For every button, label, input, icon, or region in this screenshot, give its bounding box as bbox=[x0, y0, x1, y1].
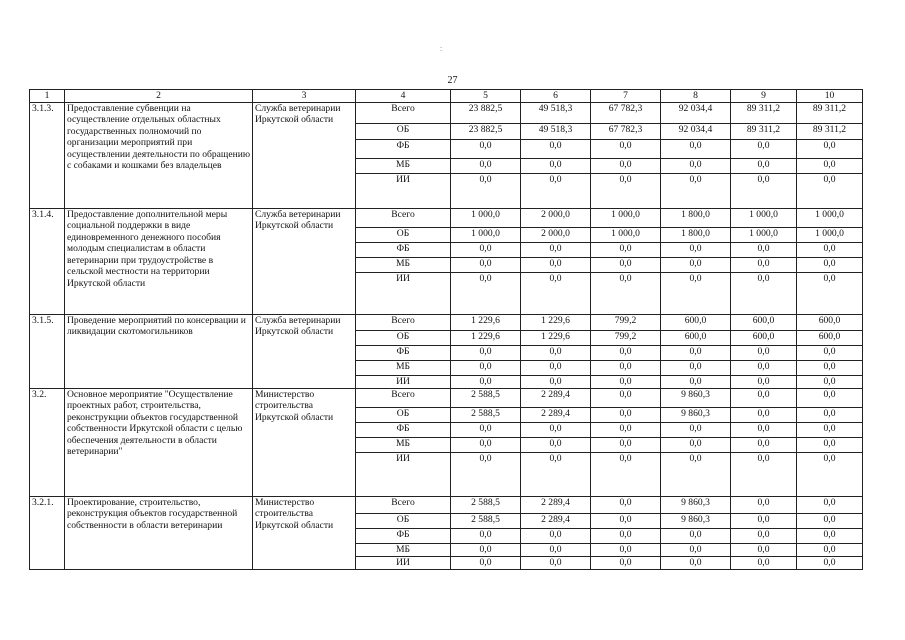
value-cell: 600,0 bbox=[797, 330, 863, 345]
value-cell: 0,0 bbox=[797, 139, 863, 158]
funding-source: МБ bbox=[356, 257, 451, 272]
value-cell: 0,0 bbox=[521, 452, 591, 496]
value-cell: 600,0 bbox=[731, 314, 797, 330]
value-cell: 0,0 bbox=[451, 360, 521, 375]
header-cell: 9 bbox=[731, 90, 797, 103]
header-cell: 1 bbox=[30, 90, 65, 103]
value-cell: 0,0 bbox=[521, 139, 591, 158]
value-cell: 0,0 bbox=[797, 437, 863, 452]
value-cell: 2 289,4 bbox=[521, 513, 591, 528]
value-cell: 0,0 bbox=[661, 158, 731, 173]
funding-source: ОБ bbox=[356, 123, 451, 139]
value-cell: 89 311,2 bbox=[797, 102, 863, 123]
value-cell: 0,0 bbox=[451, 242, 521, 257]
value-cell: 2 588,5 bbox=[451, 496, 521, 513]
section-number: 3.2. bbox=[30, 388, 65, 496]
value-cell: 0,0 bbox=[521, 242, 591, 257]
value-cell: 0,0 bbox=[591, 513, 661, 528]
value-cell: 0,0 bbox=[521, 173, 591, 208]
value-cell: 2 000,0 bbox=[521, 227, 591, 242]
value-cell: 92 034,4 bbox=[661, 102, 731, 123]
value-cell: 0,0 bbox=[731, 345, 797, 360]
funding-source: ФБ bbox=[356, 242, 451, 257]
funding-source: ФБ bbox=[356, 345, 451, 360]
funding-source: ИИ bbox=[356, 173, 451, 208]
value-cell: 0,0 bbox=[591, 242, 661, 257]
funding-source: Всего bbox=[356, 102, 451, 123]
value-cell: 1 229,6 bbox=[451, 314, 521, 330]
value-cell: 0,0 bbox=[451, 272, 521, 314]
funding-source: Всего bbox=[356, 208, 451, 227]
section-number: 3.1.5. bbox=[30, 314, 65, 388]
value-cell: 0,0 bbox=[661, 452, 731, 496]
value-cell: 0,0 bbox=[797, 407, 863, 422]
value-cell: 0,0 bbox=[451, 543, 521, 556]
funding-source: Всего bbox=[356, 314, 451, 330]
value-cell: 67 782,3 bbox=[591, 123, 661, 139]
value-cell: 0,0 bbox=[661, 375, 731, 388]
value-cell: 0,0 bbox=[521, 158, 591, 173]
funding-source: ИИ bbox=[356, 375, 451, 388]
value-cell: 9 860,3 bbox=[661, 388, 731, 407]
table-row bbox=[30, 102, 863, 123]
value-cell: 0,0 bbox=[797, 375, 863, 388]
value-cell: 0,0 bbox=[451, 257, 521, 272]
value-cell: 1 000,0 bbox=[451, 208, 521, 227]
section-executor: Служба ветеринарии Иркутской области bbox=[253, 102, 356, 208]
funding-source: ИИ bbox=[356, 556, 451, 569]
section-executor: Служба ветеринарии Иркутской области bbox=[253, 208, 356, 314]
value-cell: 0,0 bbox=[521, 437, 591, 452]
value-cell: 0,0 bbox=[731, 375, 797, 388]
value-cell: 2 289,4 bbox=[521, 407, 591, 422]
header-cell: 3 bbox=[253, 90, 356, 103]
value-cell: 0,0 bbox=[797, 528, 863, 543]
value-cell: 0,0 bbox=[591, 257, 661, 272]
header-cell: 8 bbox=[661, 90, 731, 103]
value-cell: 0,0 bbox=[797, 496, 863, 513]
value-cell: 0,0 bbox=[591, 437, 661, 452]
value-cell: 0,0 bbox=[731, 556, 797, 569]
funding-source: Всего bbox=[356, 388, 451, 407]
value-cell: 89 311,2 bbox=[731, 102, 797, 123]
value-cell: 0,0 bbox=[797, 242, 863, 257]
value-cell: 0,0 bbox=[591, 158, 661, 173]
funding-source: Всего bbox=[356, 496, 451, 513]
value-cell: 49 518,3 bbox=[521, 123, 591, 139]
value-cell: 2 588,5 bbox=[451, 513, 521, 528]
value-cell: 0,0 bbox=[451, 158, 521, 173]
value-cell: 0,0 bbox=[591, 388, 661, 407]
value-cell: 600,0 bbox=[661, 330, 731, 345]
table-row bbox=[30, 388, 863, 407]
value-cell: 0,0 bbox=[731, 139, 797, 158]
value-cell: 1 229,6 bbox=[451, 330, 521, 345]
funding-source: ОБ bbox=[356, 227, 451, 242]
value-cell: 0,0 bbox=[731, 272, 797, 314]
value-cell: 0,0 bbox=[731, 513, 797, 528]
value-cell: 0,0 bbox=[591, 543, 661, 556]
value-cell: 1 000,0 bbox=[731, 227, 797, 242]
header-cell: 7 bbox=[591, 90, 661, 103]
value-cell: 67 782,3 bbox=[591, 102, 661, 123]
table-row bbox=[30, 314, 863, 330]
value-cell: 23 882,5 bbox=[451, 123, 521, 139]
value-cell: 0,0 bbox=[591, 556, 661, 569]
value-cell: 1 000,0 bbox=[591, 208, 661, 227]
value-cell: 0,0 bbox=[731, 543, 797, 556]
section-name: Предоставление дополнительной меры социальной поддержки в виде единовременного денежного пособия молодым специалистам в области ветеринарии при трудоустройстве в сельской местности на территории Иркутской области bbox=[65, 208, 253, 314]
value-cell: 0,0 bbox=[451, 437, 521, 452]
value-cell: 0,0 bbox=[521, 360, 591, 375]
value-cell: 0,0 bbox=[797, 388, 863, 407]
value-cell: 23 882,5 bbox=[451, 102, 521, 123]
value-cell: 1 229,6 bbox=[521, 314, 591, 330]
section-number: 3.2.1. bbox=[30, 496, 65, 569]
value-cell: 0,0 bbox=[797, 452, 863, 496]
value-cell: 0,0 bbox=[451, 173, 521, 208]
value-cell: 2 000,0 bbox=[521, 208, 591, 227]
value-cell: 0,0 bbox=[661, 345, 731, 360]
section-name: Проведение мероприятий по консервации и ликвидации скотомогильников bbox=[65, 314, 253, 388]
value-cell: 0,0 bbox=[731, 422, 797, 437]
value-cell: 1 000,0 bbox=[797, 227, 863, 242]
value-cell: 0,0 bbox=[661, 272, 731, 314]
value-cell: 0,0 bbox=[731, 528, 797, 543]
header-row bbox=[30, 90, 863, 103]
value-cell: 1 000,0 bbox=[731, 208, 797, 227]
value-cell: 0,0 bbox=[797, 543, 863, 556]
value-cell: 0,0 bbox=[797, 556, 863, 569]
table-row bbox=[30, 208, 863, 227]
value-cell: 89 311,2 bbox=[731, 123, 797, 139]
value-cell: 0,0 bbox=[451, 528, 521, 543]
value-cell: 1 800,0 bbox=[661, 208, 731, 227]
header-cell: 6 bbox=[521, 90, 591, 103]
section-name: Проектирование, строительство, реконструкция объектов государственной собственности в области ветеринарии bbox=[65, 496, 253, 569]
value-cell: 92 034,4 bbox=[661, 123, 731, 139]
funding-source: ФБ bbox=[356, 422, 451, 437]
value-cell: 0,0 bbox=[591, 452, 661, 496]
value-cell: 0,0 bbox=[731, 360, 797, 375]
funding-source: МБ bbox=[356, 437, 451, 452]
value-cell: 1 000,0 bbox=[797, 208, 863, 227]
value-cell: 0,0 bbox=[661, 257, 731, 272]
value-cell: 0,0 bbox=[591, 528, 661, 543]
value-cell: 0,0 bbox=[661, 242, 731, 257]
value-cell: 9 860,3 bbox=[661, 496, 731, 513]
scan-artifact: : bbox=[440, 44, 443, 53]
value-cell: 0,0 bbox=[591, 139, 661, 158]
value-cell: 0,0 bbox=[731, 173, 797, 208]
funding-source: ИИ bbox=[356, 272, 451, 314]
funding-source: ИИ bbox=[356, 452, 451, 496]
value-cell: 2 588,5 bbox=[451, 388, 521, 407]
value-cell: 0,0 bbox=[731, 496, 797, 513]
header-cell: 4 bbox=[356, 90, 451, 103]
value-cell: 0,0 bbox=[521, 543, 591, 556]
value-cell: 0,0 bbox=[731, 452, 797, 496]
value-cell: 0,0 bbox=[521, 345, 591, 360]
value-cell: 799,2 bbox=[591, 314, 661, 330]
value-cell: 0,0 bbox=[797, 513, 863, 528]
section-executor: Министерство строительства Иркутской области bbox=[253, 496, 356, 569]
value-cell: 49 518,3 bbox=[521, 102, 591, 123]
value-cell: 600,0 bbox=[661, 314, 731, 330]
funding-source: МБ bbox=[356, 360, 451, 375]
value-cell: 799,2 bbox=[591, 330, 661, 345]
funding-source: ОБ bbox=[356, 330, 451, 345]
value-cell: 0,0 bbox=[451, 139, 521, 158]
value-cell: 0,0 bbox=[591, 407, 661, 422]
header-cell: 2 bbox=[65, 90, 253, 103]
value-cell: 0,0 bbox=[797, 345, 863, 360]
value-cell: 0,0 bbox=[661, 173, 731, 208]
value-cell: 0,0 bbox=[521, 257, 591, 272]
value-cell: 0,0 bbox=[731, 242, 797, 257]
value-cell: 0,0 bbox=[797, 158, 863, 173]
value-cell: 2 289,4 bbox=[521, 496, 591, 513]
header-cell: 5 bbox=[451, 90, 521, 103]
value-cell: 0,0 bbox=[797, 257, 863, 272]
value-cell: 0,0 bbox=[661, 139, 731, 158]
value-cell: 0,0 bbox=[451, 422, 521, 437]
value-cell: 0,0 bbox=[451, 375, 521, 388]
value-cell: 0,0 bbox=[451, 452, 521, 496]
funding-source: ОБ bbox=[356, 513, 451, 528]
value-cell: 0,0 bbox=[521, 272, 591, 314]
value-cell: 0,0 bbox=[661, 360, 731, 375]
section-executor: Служба ветеринарии Иркутской области bbox=[253, 314, 356, 388]
value-cell: 0,0 bbox=[661, 556, 731, 569]
value-cell: 0,0 bbox=[591, 360, 661, 375]
value-cell: 600,0 bbox=[731, 330, 797, 345]
value-cell: 0,0 bbox=[797, 360, 863, 375]
value-cell: 89 311,2 bbox=[797, 123, 863, 139]
value-cell: 0,0 bbox=[797, 272, 863, 314]
section-number: 3.1.3. bbox=[30, 102, 65, 208]
value-cell: 0,0 bbox=[521, 375, 591, 388]
value-cell: 0,0 bbox=[591, 422, 661, 437]
value-cell: 0,0 bbox=[661, 528, 731, 543]
value-cell: 1 000,0 bbox=[451, 227, 521, 242]
value-cell: 600,0 bbox=[797, 314, 863, 330]
value-cell: 0,0 bbox=[591, 272, 661, 314]
section-number: 3.1.4. bbox=[30, 208, 65, 314]
value-cell: 1 800,0 bbox=[661, 227, 731, 242]
value-cell: 0,0 bbox=[591, 496, 661, 513]
value-cell: 0,0 bbox=[661, 422, 731, 437]
value-cell: 2 289,4 bbox=[521, 388, 591, 407]
page-number: 27 bbox=[447, 75, 458, 86]
value-cell: 0,0 bbox=[731, 158, 797, 173]
section-name: Основное мероприятие "Осуществление проектных работ, строительства, реконструкции объектов государственной собственности Иркутской области с целью обеспечения деятельности в области ветеринарии" bbox=[65, 388, 253, 496]
funding-source: МБ bbox=[356, 543, 451, 556]
value-cell: 0,0 bbox=[591, 375, 661, 388]
funding-source: ФБ bbox=[356, 139, 451, 158]
header-cell: 10 bbox=[797, 90, 863, 103]
value-cell: 9 860,3 bbox=[661, 407, 731, 422]
value-cell: 2 588,5 bbox=[451, 407, 521, 422]
value-cell: 0,0 bbox=[661, 437, 731, 452]
value-cell: 0,0 bbox=[451, 556, 521, 569]
value-cell: 0,0 bbox=[797, 173, 863, 208]
value-cell: 0,0 bbox=[521, 422, 591, 437]
funding-source: ФБ bbox=[356, 528, 451, 543]
section-name: Предоставление субвенции на осуществление отдельных областных государственных полномочий по организации мероприятий при осуществлении деятельности по обращению с собаками и кошками без владельцев bbox=[65, 102, 253, 208]
value-cell: 0,0 bbox=[661, 543, 731, 556]
budget-table bbox=[29, 89, 863, 570]
value-cell: 0,0 bbox=[731, 437, 797, 452]
value-cell: 0,0 bbox=[451, 345, 521, 360]
section-executor: Министерство строительства Иркутской области bbox=[253, 388, 356, 496]
value-cell: 0,0 bbox=[591, 345, 661, 360]
value-cell: 1 000,0 bbox=[591, 227, 661, 242]
funding-source: ОБ bbox=[356, 407, 451, 422]
value-cell: 0,0 bbox=[797, 422, 863, 437]
funding-source: МБ bbox=[356, 158, 451, 173]
value-cell: 1 229,6 bbox=[521, 330, 591, 345]
value-cell: 0,0 bbox=[731, 407, 797, 422]
value-cell: 0,0 bbox=[521, 528, 591, 543]
value-cell: 0,0 bbox=[731, 257, 797, 272]
value-cell: 0,0 bbox=[521, 556, 591, 569]
value-cell: 9 860,3 bbox=[661, 513, 731, 528]
value-cell: 0,0 bbox=[731, 388, 797, 407]
table-row bbox=[30, 496, 863, 513]
value-cell: 0,0 bbox=[591, 173, 661, 208]
